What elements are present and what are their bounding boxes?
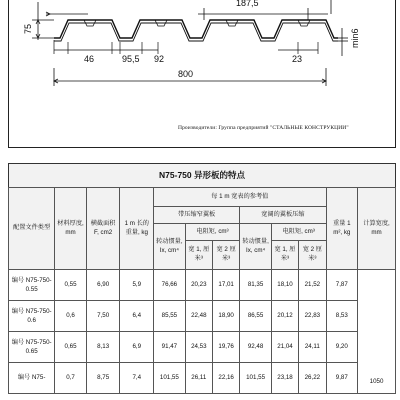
cell-calc-width: 1050 (358, 270, 396, 394)
cell-w2-narrow: 18,90 (212, 301, 239, 332)
cell-w1-narrow: 20,23 (185, 270, 212, 301)
header-mom2-narrow: 宽 2 厘米³ (212, 241, 239, 270)
cell-weight-m2: 9,87 (326, 363, 358, 394)
height-label: 75 (23, 23, 33, 34)
header-thickness: 材料厚度, mm (55, 188, 87, 270)
cell-ix-wide: 86,55 (240, 301, 272, 332)
flange-b-label: 95,5 (122, 54, 140, 64)
cell-w1-wide: 21,04 (271, 332, 298, 363)
width-label: 800 (178, 69, 194, 79)
cell-w1-narrow: 22,48 (185, 301, 212, 332)
header-weight-m: 1 m 长的重量, kg (120, 188, 154, 270)
header-moment-wide: 电阻矩, cm³ (271, 224, 326, 241)
drawing-frame (8, 0, 396, 148)
cell-name: 编号 N75-750-0.65 (9, 332, 55, 363)
table-row (9, 363, 396, 394)
header-per-meter: 每 1 m 宽表的参考值 (154, 188, 326, 207)
cell-name: 编号 N75-750-0.6 (9, 301, 55, 332)
spec-table (8, 187, 396, 394)
table-title: N75-750 异形板的特点 (8, 163, 396, 188)
cell-area: 6,90 (86, 270, 120, 301)
table-row (9, 270, 396, 301)
header-type: 配置文件类型 (9, 188, 55, 270)
cell-w1-wide: 20,12 (271, 301, 298, 332)
cell-weight: 6,9 (120, 332, 154, 363)
header-moment-narrow: 电阻矩, cm³ (185, 224, 240, 241)
cell-w2-wide: 22,83 (299, 301, 326, 332)
cell-name: 编号 N75-750-0.55 (9, 270, 55, 301)
header-wide-flange: 宽阔的翼板压缩 (240, 207, 326, 224)
cell-ix-wide: 92,48 (240, 332, 272, 363)
header-narrow-flange: 带压缩窄翼板 (154, 207, 240, 224)
cell-weight: 6,4 (120, 301, 154, 332)
cell-weight: 7,4 (120, 363, 154, 394)
min-gap-label: min6 (350, 28, 360, 48)
cell-ix-narrow: 85,55 (154, 301, 186, 332)
header-calc-width: 计算宽度, mm (358, 188, 396, 270)
cell-thickness: 0,6 (55, 301, 87, 332)
cell-ix-wide: 101,55 (240, 363, 272, 394)
flange-d-label: 23 (292, 54, 303, 64)
cell-weight-m2: 8,53 (326, 301, 358, 332)
header-weight-m2: 重量 1 m², kg (326, 188, 358, 270)
cell-w1-wide: 23,18 (271, 363, 298, 394)
cell-area: 8,13 (86, 332, 120, 363)
header-inertia-narrow: 转动惯量, Ix, cm⁴ (154, 224, 186, 270)
manufacturer-note: Производители: Группа предприятий "СТАЛЬНЫЕ КОНСТРУКЦИИ" (178, 125, 349, 131)
cell-ix-narrow: 101,55 (154, 363, 186, 394)
cell-weight-m2: 9,20 (326, 332, 358, 363)
cell-area: 7,50 (86, 301, 120, 332)
table-row (9, 301, 396, 332)
cell-w2-wide: 21,52 (299, 270, 326, 301)
cell-thickness: 0,65 (55, 332, 87, 363)
cell-w2-narrow: 22,16 (212, 363, 239, 394)
cell-w2-wide: 26,22 (299, 363, 326, 394)
cell-w1-wide: 18,10 (271, 270, 298, 301)
flange-c-label: 92 (154, 54, 165, 64)
cell-w2-narrow: 19,76 (212, 332, 239, 363)
cell-w1-narrow: 24,53 (185, 332, 212, 363)
cell-w2-narrow: 17,01 (212, 270, 239, 301)
cell-ix-narrow: 91,47 (154, 332, 186, 363)
header-mom1-narrow: 宽 1, 厘米³ (185, 241, 212, 270)
cell-name: 编号 N75- (9, 363, 55, 394)
cell-w1-narrow: 26,11 (185, 363, 212, 394)
cell-weight: 5,9 (120, 270, 154, 301)
cell-weight-m2: 7,87 (326, 270, 358, 301)
cell-thickness: 0,7 (55, 363, 87, 394)
cell-ix-narrow: 76,66 (154, 270, 186, 301)
cell-w2-wide: 24,11 (299, 332, 326, 363)
table-row (9, 332, 396, 363)
header-mom1-wide: 宽 1, 厘米³ (271, 241, 298, 270)
cell-area: 8,75 (86, 363, 120, 394)
header-area: 横截面积 F, cm2 (86, 188, 120, 270)
flange-a-label: 46 (84, 54, 95, 64)
cell-ix-wide: 81,35 (240, 270, 272, 301)
cell-thickness: 0,55 (55, 270, 87, 301)
header-inertia-wide: 转动惯量, Ix, cm⁴ (240, 224, 272, 270)
pitch-label: 187,5 (236, 0, 259, 8)
header-mom2-wide: 宽 2 厘米³ (299, 241, 326, 270)
